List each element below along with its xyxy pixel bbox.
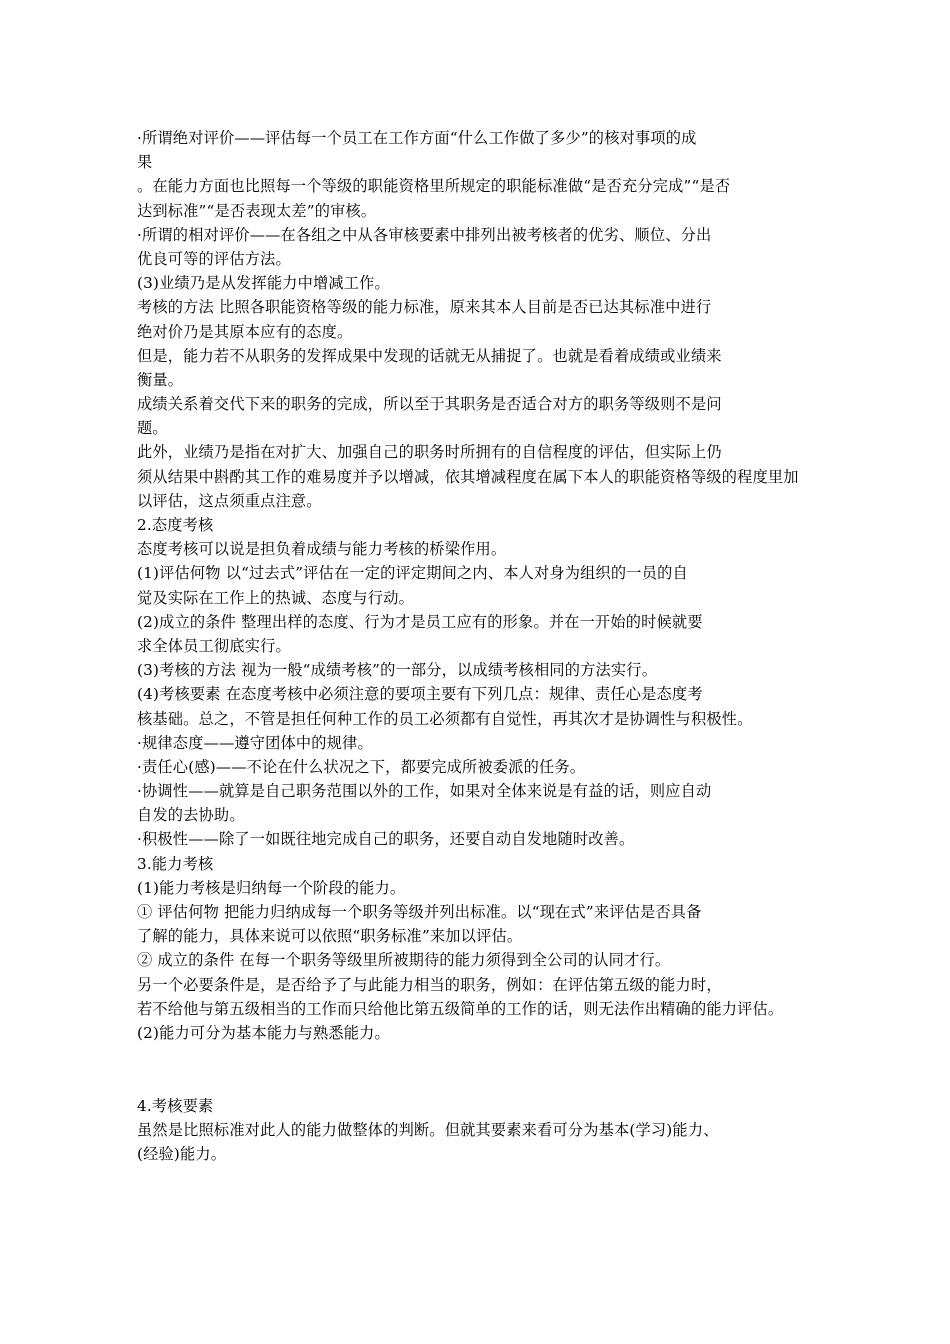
paragraph-line: 衡量。 <box>137 370 184 389</box>
paragraph-line: (3)考核的方法 视为一般“成绩考核”的一部分，以成绩考核相同的方法实行。 <box>137 661 658 680</box>
paragraph-line: 果 <box>137 153 153 172</box>
paragraph-line: 达到标准”“是否表现太差”的审核。 <box>137 201 377 220</box>
document-body <box>137 126 917 1166</box>
paragraph-line: ① 评估何物 把能力归纳成每一个职务等级并列出标准。以“现在式”来评估是否具备 <box>137 903 702 921</box>
paragraph-line: (2)成立的条件 整理出样的态度、行为才是员工应有的形象。并在一开始的时候就要 <box>137 612 703 631</box>
paragraph-line: ·所谓绝对评价——评估每一个员工在工作方面“什么工作做了多少”的核对事项的成 <box>137 129 697 147</box>
paragraph-line: 题。 <box>137 419 168 438</box>
paragraph-line: ·所谓的相对评价——在各组之中从各审核要素中排列出被考核者的优劣、顺位、分出 <box>137 225 712 244</box>
paragraph-line: (1)能力考核是归纳每一个阶段的能力。 <box>137 878 406 897</box>
paragraph-line: 若不给他与第五级相当的工作而只给他比第五级简单的工作的话，则无法作出精确的能力评估。 <box>137 999 784 1018</box>
paragraph-line: (4)考核要素 在态度考核中必须注意的要项主要有下列几点：规律、责任心是态度考 <box>137 685 703 704</box>
paragraph-line: (1)评估何物 以“过去式”评估在一定的评定期间之内、本人对身为组织的一员的自 <box>137 564 688 583</box>
paragraph-line: ·积极性——除了一如既往地完成自己的职务，还要自动自发地随时改善。 <box>137 830 635 849</box>
blank-line <box>137 1069 917 1093</box>
paragraph-line: (经验)能力。 <box>137 1144 227 1163</box>
section-heading: 2.态度考核 <box>137 516 214 534</box>
paragraph-line: 虽然是比照标准对此人的能力做整体的判断。但就其要素来看可分为基本(学习)能力、 <box>137 1120 719 1139</box>
paragraph-line: 觉及实际在工作上的热诚、态度与行动。 <box>137 588 414 607</box>
paragraph-line: 自发的去协助。 <box>137 806 245 825</box>
paragraph-line: 。在能力方面也比照每一个等级的职能资格里所规定的职能标准做“是否充分完成”“是否 <box>137 177 731 196</box>
paragraph-line: 求全体员工彻底实行。 <box>137 636 291 655</box>
section-heading: 4.考核要素 <box>137 1096 214 1115</box>
paragraph-line: ·责任心(感)——不论在什么状况之下，都要完成所被委派的任务。 <box>137 757 586 776</box>
blank-line <box>137 1045 917 1069</box>
paragraph-line: 考核的方法 比照各职能资格等级的能力标准，原来其本人目前是否已达其标准中进行 <box>137 298 712 317</box>
paragraph-line: 另一个必要条件是，是否给予了与此能力相当的职务，例如：在评估第五级的能力时， <box>137 975 722 994</box>
paragraph-line: 核基础。总之，不管是担任何种工作的员工必须都有自觉性，再其次才是协调性与积极性。 <box>137 709 753 728</box>
section-heading: 3.能力考核 <box>137 854 214 873</box>
paragraph-line: 成绩关系着交代下来的职务的完成，所以至于其职务是否适合对方的职务等级则不是问 <box>137 395 722 414</box>
paragraph-line: ② 成立的条件 在每一个职务等级里所被期待的能力须得到全公司的认同才行。 <box>137 951 671 970</box>
paragraph-line: ·规律态度——遵守团体中的规律。 <box>137 733 373 752</box>
paragraph-line: 了解的能力，具体来说可以依照“职务标准”来加以评估。 <box>137 927 523 946</box>
paragraph-line: 此外，业绩乃是指在对扩大、加强自己的职务时所拥有的自信程度的评估，但实际上仍 <box>137 443 722 462</box>
paragraph-line: 须从结果中斟酌其工作的难易度并予以增减，依其增减程度在属下本人的职能资格等级的程度里加 <box>137 467 799 486</box>
paragraph-line: (2)能力可分为基本能力与熟悉能力。 <box>137 1023 390 1042</box>
paragraph-line: 绝对价乃是其原本应有的态度。 <box>137 322 353 341</box>
paragraph-line: 以评估，这点须重点注意。 <box>137 491 322 510</box>
paragraph-line: 但是，能力若不从职务的发挥成果中发现的话就无从捕捉了。也就是看着成绩或业绩来 <box>137 346 722 365</box>
paragraph-line: ·协调性——就算是自己职务范围以外的工作，如果对全体来说是有益的话，则应自动 <box>137 782 712 801</box>
paragraph-line: 态度考核可以说是担负着成绩与能力考核的桥梁作用。 <box>137 540 507 559</box>
paragraph-line: 优良可等的评估方法。 <box>137 249 291 268</box>
paragraph-line: (3)业绩乃是从发挥能力中增减工作。 <box>137 274 390 293</box>
